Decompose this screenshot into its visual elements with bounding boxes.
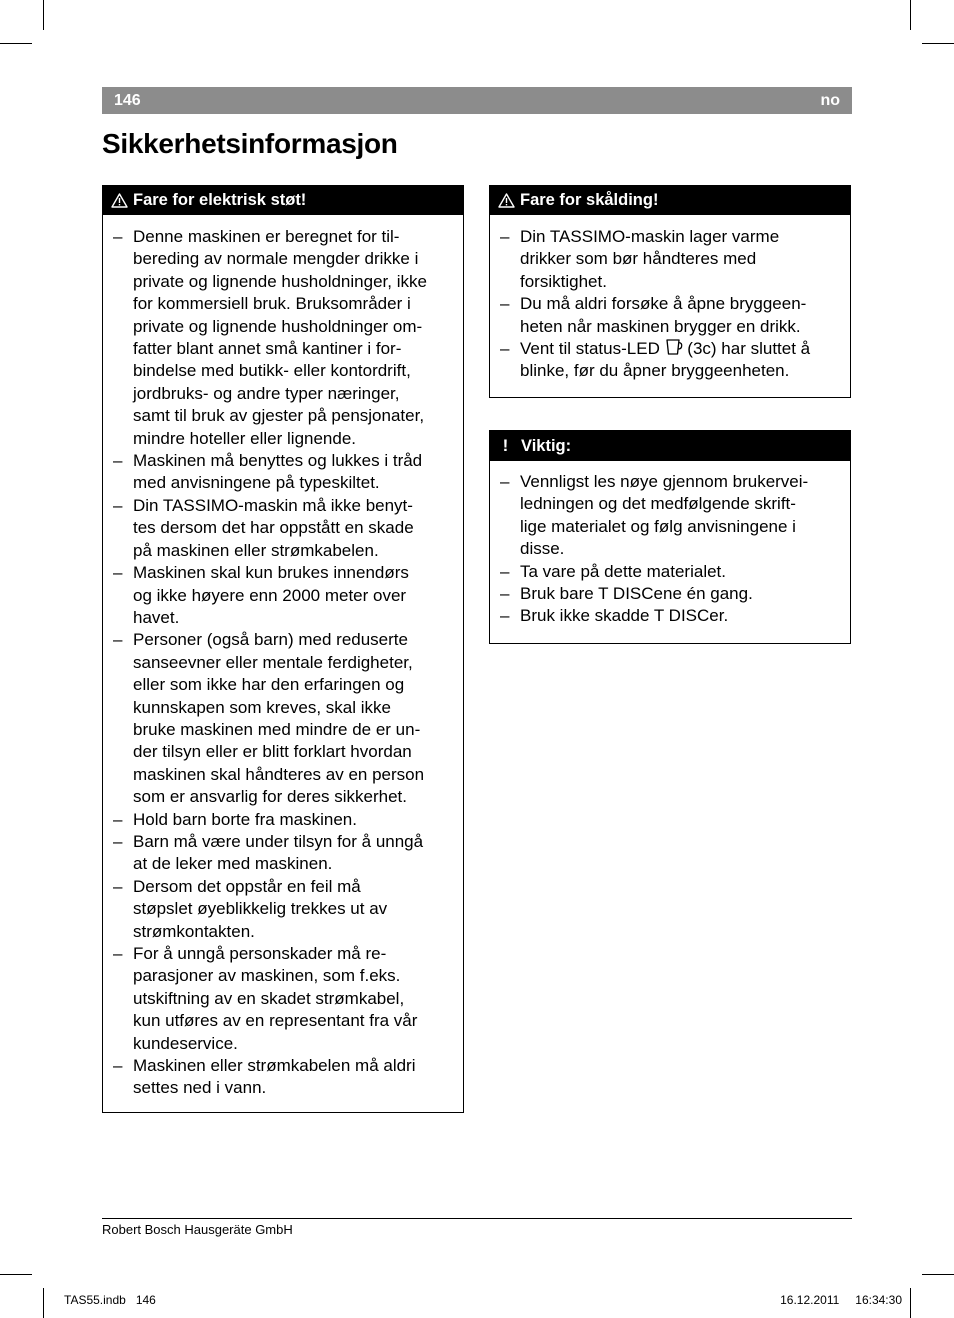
scalding-warning-title: Fare for skålding! bbox=[520, 191, 659, 209]
list-item-text: Barn må være under tilsyn for å unngå at de leker med maskinen. bbox=[133, 831, 424, 874]
page-header-bar bbox=[102, 87, 852, 114]
crop-mark bbox=[0, 43, 32, 44]
list-item bbox=[113, 943, 463, 1055]
important-title: Viktig: bbox=[521, 436, 572, 455]
list-item-text: Dersom det oppstår en feil må støpslet øyeblikkelig trekkes ut av strømkontakten. bbox=[133, 876, 388, 941]
dash: – bbox=[500, 606, 510, 626]
list-item bbox=[500, 561, 850, 583]
cup-led-icon bbox=[665, 338, 683, 356]
list-item bbox=[113, 629, 463, 808]
scalding-list bbox=[490, 215, 850, 383]
dash: – bbox=[113, 876, 123, 896]
dash: – bbox=[113, 944, 123, 963]
important-box bbox=[489, 430, 851, 644]
list-item-text: Bruk ikke skadde T DISCer. bbox=[520, 606, 729, 626]
list-item bbox=[500, 338, 850, 383]
electric-shock-warning-title: Fare for elektrisk støt! bbox=[133, 191, 307, 209]
list-item bbox=[113, 495, 463, 562]
dash: – bbox=[500, 227, 510, 246]
dash: – bbox=[500, 339, 510, 359]
list-item bbox=[113, 1055, 463, 1100]
list-item bbox=[500, 471, 850, 561]
list-item-text: Maskinen må benyttes og lukkes i tråd med anvisningene på typeskiltet. bbox=[133, 451, 423, 493]
scalding-warning-box bbox=[489, 185, 851, 398]
page-number: 146 bbox=[114, 91, 141, 109]
list-item bbox=[500, 583, 850, 605]
list-item-text: For å unngå personskader må re- parasjoner av maskinen, som f.eks. utskiftning av en skadet strømkabel, kun utføres av en representant fra vår kundeservice. bbox=[133, 944, 418, 1053]
crop-mark bbox=[43, 1288, 44, 1318]
dash: – bbox=[500, 472, 510, 491]
dash: – bbox=[113, 451, 123, 471]
electric-shock-warning-header bbox=[103, 186, 463, 215]
list-item-text: Denne maskinen er beregnet for til- bereding av normale mengder drikke i private og lignende husholdninger, ikke for kommersiell bruk. Bruksområder i private og lignende husholdninger om- fatter blant annet små kantiner i for- bindelse med butikk- eller kontordrift, jordbruks- og andre typer næringer, samt til bruk av gjester på pensjonater, mindre hoteller eller lignende. bbox=[133, 227, 427, 448]
list-item bbox=[113, 876, 463, 943]
dash: – bbox=[113, 831, 123, 851]
list-item-text: Du må aldri forsøke å åpne bryggeen- heten når maskinen brygger en drikk. bbox=[520, 294, 807, 336]
dash: – bbox=[500, 294, 510, 314]
page-title: Sikkerhetsinformasjon bbox=[102, 128, 398, 159]
dash: – bbox=[500, 584, 510, 604]
dash: – bbox=[113, 563, 123, 583]
important-header bbox=[490, 431, 850, 461]
list-item bbox=[500, 226, 850, 293]
warning-triangle-icon bbox=[111, 193, 128, 208]
electric-shock-list bbox=[103, 215, 463, 1100]
list-item-text: Personer (også barn) med reduserte sanseevner eller mentale ferdigheter, eller som ikke har den erfaringen og kunnskapen som kreves, skal ikke bruke maskinen med mindre de er un- der tilsyn eller er blitt forklart hvordan maskinen skal håndteres av en person som er ansvarlig for deres sikkerhet. bbox=[133, 630, 425, 807]
list-item bbox=[113, 450, 463, 495]
list-item bbox=[113, 226, 463, 450]
list-item-text: Vennligst les nøye gjennom brukervei- ledningen og det medfølgende skrift- lige materialet og følg anvisningene i disse. bbox=[520, 472, 809, 559]
list-item-text: Bruk bare T DISCene én gang. bbox=[520, 584, 753, 604]
dash: – bbox=[113, 227, 123, 246]
list-item-text: Din TASSIMO-maskin må ikke benyt- tes dersom det har oppstått en skade på maskinen eller strømkabelen. bbox=[133, 495, 414, 560]
list-item bbox=[113, 831, 463, 876]
footer-rule bbox=[102, 1218, 852, 1219]
scalding-warning-header bbox=[490, 186, 850, 215]
crop-mark bbox=[0, 1274, 32, 1275]
list-item bbox=[500, 605, 850, 627]
exclamation-icon: ! bbox=[502, 436, 509, 455]
dash: – bbox=[113, 495, 123, 515]
list-item-text: Ta vare på dette materialet. bbox=[520, 561, 727, 581]
list-item bbox=[113, 809, 463, 831]
dash: – bbox=[113, 1056, 123, 1076]
list-item bbox=[113, 562, 463, 629]
warning-triangle-icon bbox=[498, 193, 515, 208]
list-item-text: Hold barn borte fra maskinen. bbox=[133, 809, 357, 829]
list-item-text: Maskinen skal kun brukes innendørs og ikke høyere enn 2000 meter over havet. bbox=[133, 563, 409, 627]
electric-shock-warning-box bbox=[102, 185, 464, 1113]
print-file-info: TAS55.indb 146 bbox=[64, 1293, 156, 1307]
important-list bbox=[490, 461, 850, 628]
dash: – bbox=[500, 561, 510, 581]
print-date-info: 16.12.2011 16:34:30 bbox=[780, 1293, 902, 1307]
crop-mark bbox=[910, 0, 911, 30]
crop-mark bbox=[43, 0, 44, 30]
crop-mark bbox=[922, 43, 954, 44]
list-item-text-part: (3c) har sluttet å blinke, før du åpner bryggeenheten. bbox=[520, 339, 811, 381]
list-item-text bbox=[520, 338, 850, 383]
dash: – bbox=[113, 630, 123, 650]
crop-mark bbox=[922, 1274, 954, 1275]
language-code: no bbox=[820, 91, 840, 109]
list-item bbox=[500, 293, 850, 338]
dash: – bbox=[113, 809, 123, 829]
list-item-text: Maskinen eller strømkabelen må aldri settes ned i vann. bbox=[133, 1056, 416, 1098]
list-item-text: Din TASSIMO-maskin lager varme drikker som bør håndteres med forsiktighet. bbox=[520, 227, 780, 291]
list-item-text-part: Vent til status-LED bbox=[520, 339, 665, 359]
crop-mark bbox=[910, 1288, 911, 1318]
footer-company: Robert Bosch Hausgeräte GmbH bbox=[102, 1222, 293, 1237]
